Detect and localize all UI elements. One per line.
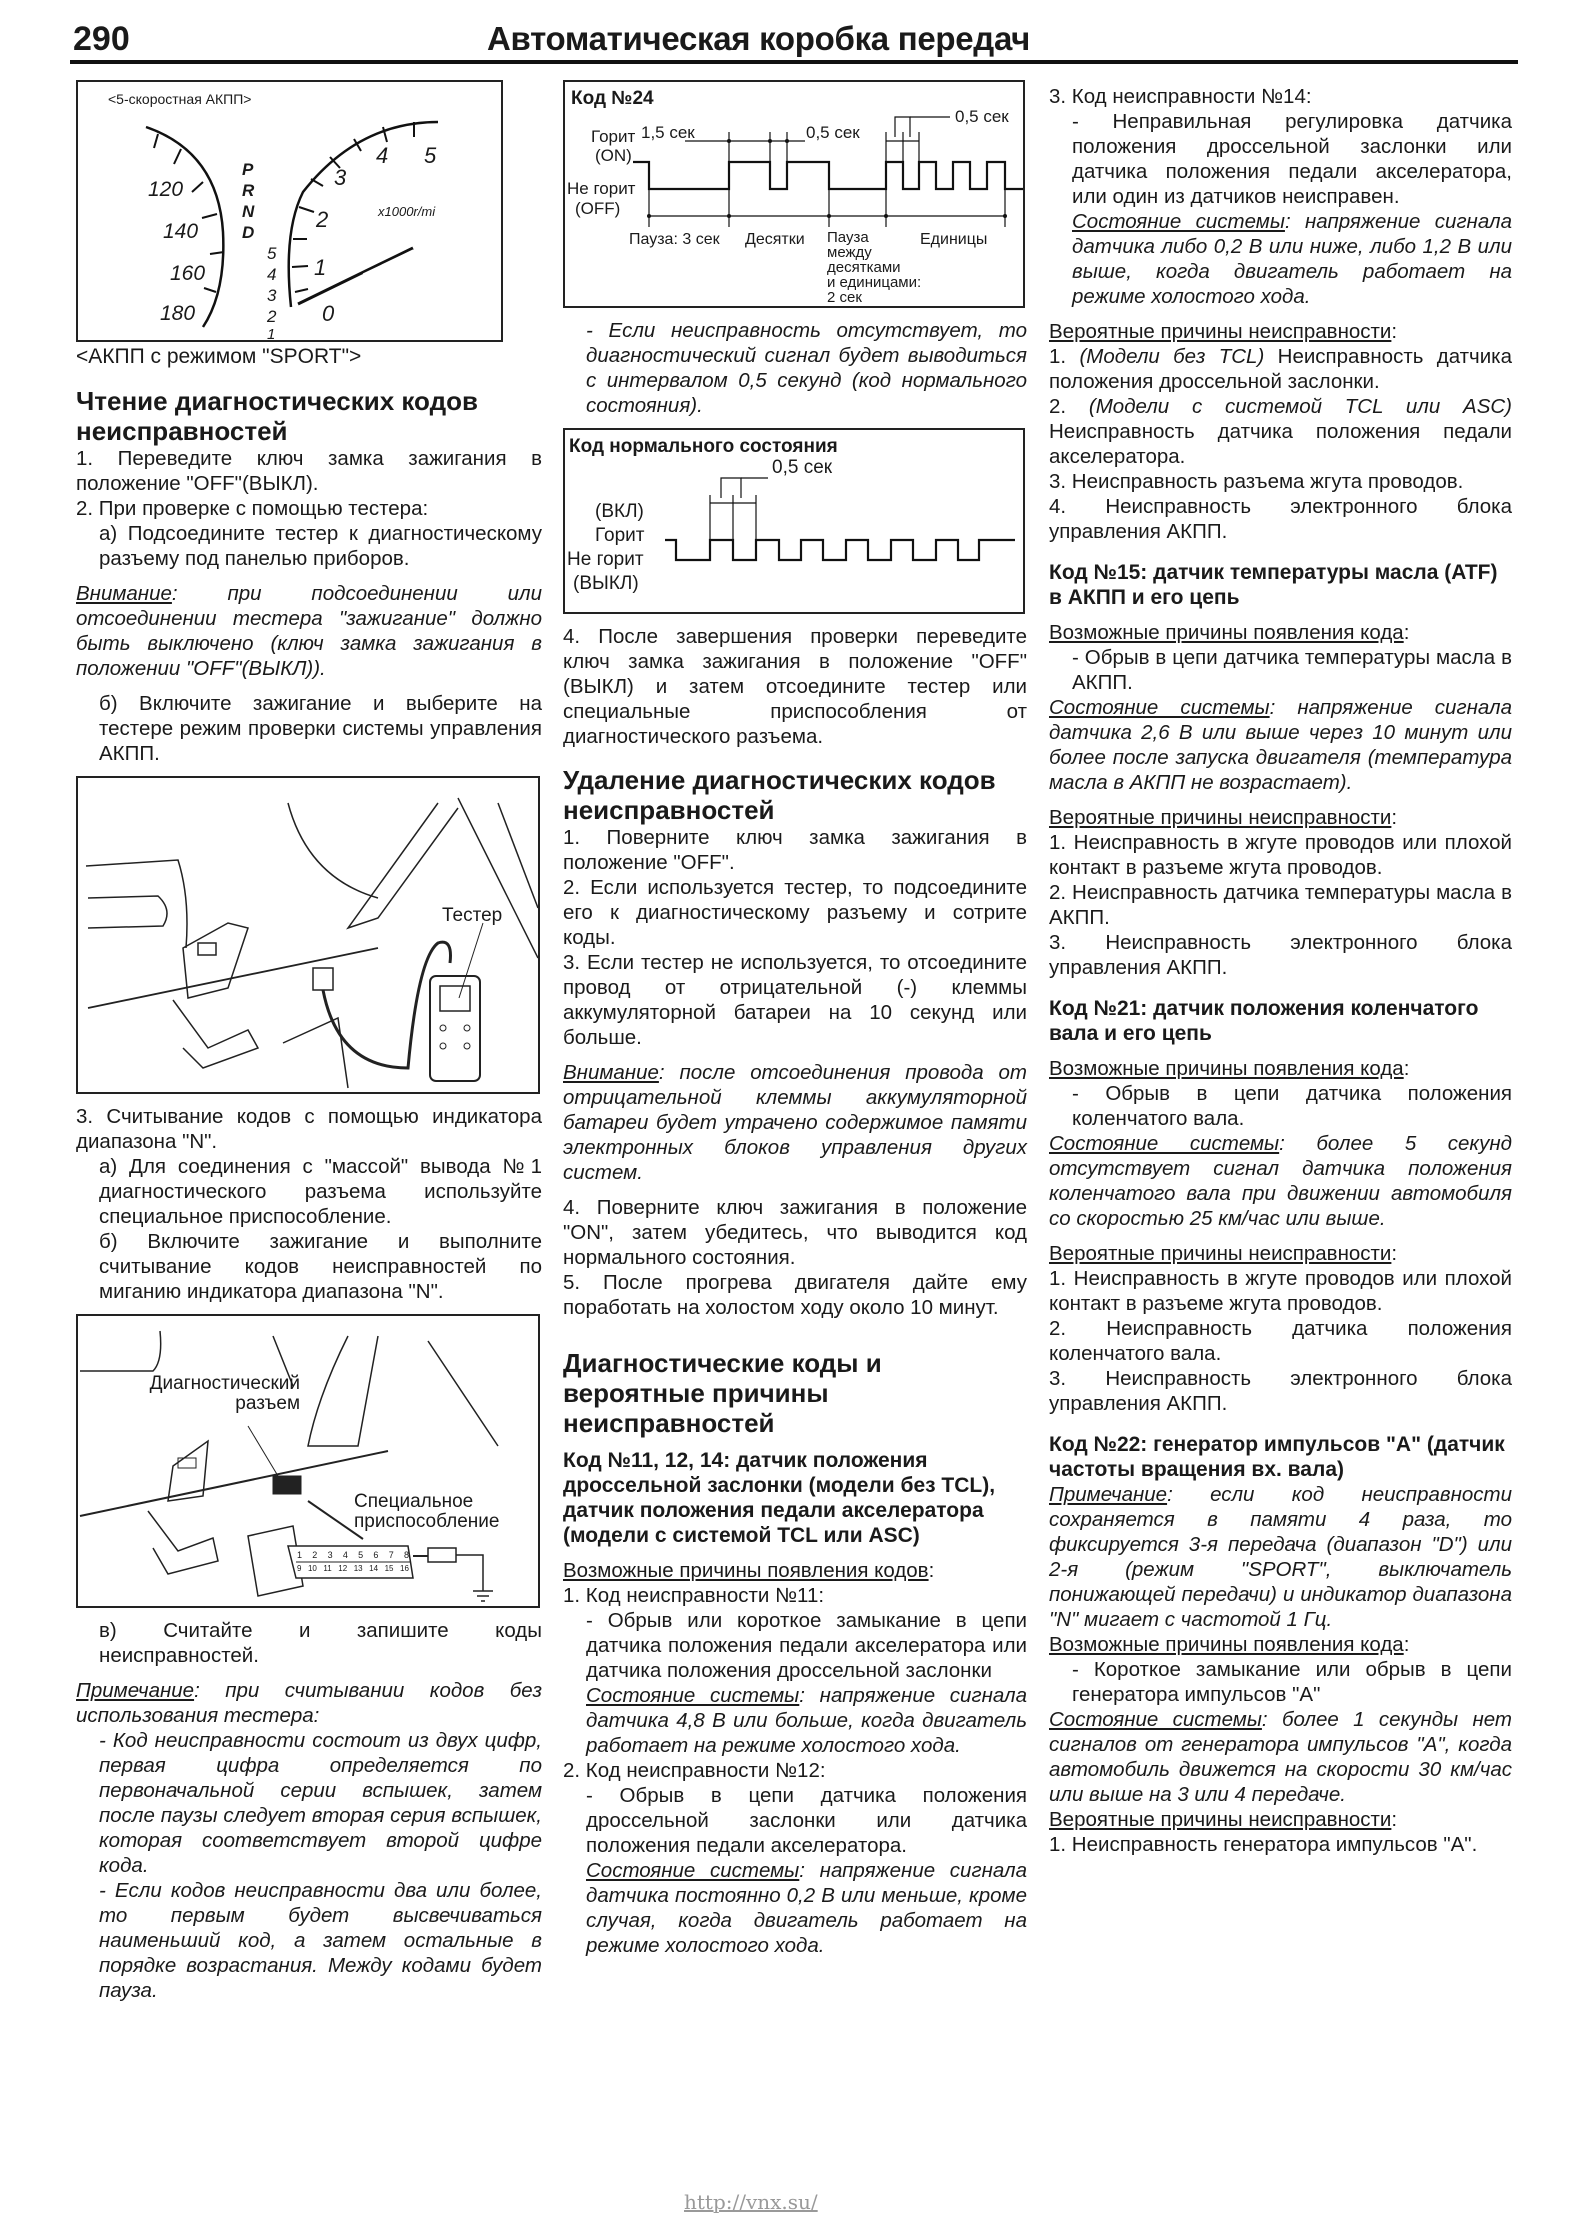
possible-causes-codes: Возможные причины появления кодов: [563,1559,935,1582]
possible-causes-15: Возможные причины появления кода: [1049,621,1410,644]
code-12-state [563,1858,1027,1958]
code-11-item: 1. Код неисправности №11: [563,1584,825,1607]
cause-num: 2. [1049,395,1067,418]
gear-number-2: 2 [267,307,277,326]
code-14-cause-1 [1049,344,1512,394]
state-label: Состояние системы [586,1684,800,1707]
gear-letter-r: R [242,181,255,200]
rpm-unit-label: x1000r/mi [378,204,436,219]
connector-pins [297,1548,409,1576]
code-11-12-14-title: Код №11, 12, 14: датчик положения дроссельной заслонки (модели без TCL), датчик положения педали акселератора (модели с системой TCL или ASC) [563,1449,996,1547]
step-2: 2. При проверке с помощью тестера: [76,497,429,520]
code-14-item: 3. Код неисправности №14: [1049,85,1312,108]
probable-label: Вероятные причины неисправности [1049,1242,1392,1265]
figure-dashboard [76,80,503,342]
state-text: : напряжение сигнала датчика либо 0,2 В или ниже, либо 1,2 В или выше, когда двигатель работает на режиме холостого хода. [1072,210,1512,308]
figure-tester [76,776,540,1094]
note-text: : при считывании кодов без использования тестера: [76,1679,542,1727]
step-4: 4. После завершения проверки переведите ключ замка зажигания в положение "OFF" (ВЫКЛ) и затем отсоедините тестер или специальные приспособления от диагностического разъема. [563,625,1027,748]
pin: 2 [312,1550,318,1560]
code24-seg-pause: Пауза: 3 сек [629,231,720,248]
tester-label: Тестер [442,905,503,926]
probable-label: Вероятные причины неисправности [1049,1808,1392,1831]
rpm-tick-3: 3 [334,165,347,190]
code-21-title: Код №21: датчик положения коленчатого вала и его цепь [1049,997,1479,1045]
code-21-state [1049,1131,1512,1231]
erase-step-3: 3. Если тестер не используется, то отсоедините провод от отрицательной (-) клеммы аккумуляторной батареи на 10 секунд или больше. [563,951,1027,1049]
pin: 7 [388,1550,394,1560]
erase-step-2: 2. Если используется тестер, то подсоедините его к диагностическому разъему и сотрите коды. [563,876,1027,949]
probable-label: Вероятные причины неисправности [1049,320,1392,343]
pin: 3 [327,1550,333,1560]
code-15-cause-2: 2. Неисправность датчика температуры масла в АКПП. [1049,881,1512,929]
possible-label: Возможные причины появления кода [1049,621,1404,644]
header-rule [70,60,1518,64]
code-12-desc: - Обрыв в цепи датчика положения дроссельной заслонки или датчика положения педали акселератора. [586,1784,1027,1857]
page-number: 290 [73,20,130,58]
code-22-desc: - Короткое замыкание или обрыв в цепи генератора импульсов "А" [1072,1658,1512,1706]
rpm-tick-0: 0 [322,301,335,326]
cause-text: Неисправность датчика положения педали акселератора. [1049,420,1512,468]
speed-tick-140: 140 [163,220,199,243]
dashboard-top-label: <5-скоростная АКПП> [108,91,252,107]
code24-seg-units: Единицы [920,231,988,248]
figure-code24 [563,80,1025,308]
probable-causes-15: Вероятные причины неисправности: [1049,806,1398,829]
warning-tester [76,581,542,681]
code24-off-label-1: Не горит [567,179,636,198]
footer-url[interactable]: http://vnx.su/ [684,2190,818,2214]
gear-number-4: 4 [267,265,277,284]
code-22-cause-1: 1. Неисправность генератора импульсов "А". [1049,1833,1478,1856]
heading-reading-codes: Чтение диагностических кодов неисправностей [76,386,478,446]
gear-letter-n: N [242,202,255,221]
note-label: Примечание [1049,1483,1168,1506]
dashboard-caption: <АКПП с режимом "SPORT"> [76,345,362,368]
code-15-desc: - Обрыв в цепи датчика температуры масла в АКПП. [1072,646,1512,694]
erase-warning [563,1060,1027,1185]
step-3b: б) Включите зажигание и выполните считывание кодов неисправностей по миганию индикатора диапазона "N". [99,1230,542,1303]
erase-step-5: 5. После прогрева двигателя дайте ему поработать на холостом ходу около 10 минут. [563,1271,1027,1319]
code24-short-interval: 0,5 сек [806,123,860,142]
seg-between-line: и единицами: [827,274,922,291]
warning-text: : при подсоединении или отсоединении тестера "зажигание" должно быть выключено (ключ замка зажигания в положении "OFF"(ВЫКЛ)). [76,582,542,680]
possible-label: Возможные причины появления кода [1049,1057,1404,1080]
code-11-desc: - Обрыв или короткое замыкание в цепи датчика положения педали акселератора или датчика положения дроссельной заслонки [586,1609,1027,1682]
code-14-desc: - Неправильная регулировка датчика положения дроссельной заслонки или датчика положения педали акселератора, или один из датчиков неисправен. [1072,110,1512,208]
step-3a: а) Для соединения с "массой" вывода №1 диагностического разъема используйте специальное приспособление. [99,1155,542,1228]
cause-text: Неисправность датчика положения дроссельной заслонки. [1049,345,1512,393]
code24-seg-tens: Десятки [745,231,805,248]
probable-label: Вероятные причины неисправности [1049,806,1392,829]
erase-warning-label: Внимание [563,1061,659,1084]
probable-causes-21: Вероятные причины неисправности: [1049,1242,1398,1265]
possible-causes-21: Возможные причины появления кода: [1049,1057,1410,1080]
possible-causes-22: Возможные причины появления кода: [1049,1633,1410,1656]
note-label: Примечание [76,1679,195,1702]
erase-step-4: 4. Поверните ключ зажигания в положение "ON", затем убедитесь, что выводится код нормального состояния. [563,1196,1027,1269]
step-2b: б) Включите зажигание и выберите на тестере режим проверки системы управления АКПП. [99,692,542,765]
code-12-item: 2. Код неисправности №12: [563,1759,826,1782]
code-22-state [1049,1707,1512,1807]
gear-number-5: 5 [267,244,277,263]
code-15-state [1049,695,1512,795]
code-21-cause-3: 3. Неисправность электронного блока управления АКПП. [1049,1367,1512,1415]
pin: 1 [297,1550,303,1560]
step-2a: а) Подсоедините тестер к диагностическому разъему под панелью приборов. [99,522,542,570]
page-title: Автоматическая коробка передач [487,20,1031,57]
probable-causes-22: Вероятные причины неисправности: [1049,1808,1398,1831]
pin: 4 [342,1550,348,1560]
note-item-1: - Код неисправности состоит из двух цифр, первая цифра определяется по первоначальной серии вспышек, затем после паузы следует вторая серия вспышек, которая соответствует второй цифре кода. [99,1729,542,1877]
gear-number-1: 1 [267,326,276,343]
column-middle [563,80,1027,1958]
erase-warning-text: : после отсоединения провода от отрицательной клеммы аккумуляторной батареи будет утрачено содержимое памяти электронных блоков управления других систем. [563,1061,1027,1184]
code-14-cause-4: 4. Неисправность электронного блока управления АКПП. [1049,495,1512,543]
code-14-cause-3: 3. Неисправность разъема жгута проводов. [1049,470,1464,493]
code24-title: Код №24 [571,88,654,109]
code24-on-label-1: Горит [591,127,636,146]
pin: 6 [373,1550,379,1560]
gear-number-3: 3 [267,286,277,305]
code-22-note [1049,1482,1512,1632]
pin: 15 [384,1564,394,1573]
speed-tick-120: 120 [148,178,184,201]
gear-letter-d: D [242,223,255,242]
cause-num: 1. [1049,345,1067,368]
state-label: Состояние системы [1049,1132,1280,1155]
code-22-title: Код №22: генератор импульсов "А" (датчик частоты вращения вх. вала) [1049,1433,1505,1481]
erase-step-1: 1. Поверните ключ замка зажигания в положение "OFF". [563,826,1027,874]
seg-between-line: десятками [827,259,901,276]
code-11-state [563,1683,1027,1758]
rpm-tick-5: 5 [424,143,437,168]
seg-between-line: 2 сек [827,289,862,306]
code-21-cause-1: 1. Неисправность в жгуте проводов или плохой контакт в разъеме жгута проводов. [1049,1267,1512,1315]
rpm-tick-4: 4 [376,143,389,168]
state-text: : напряжение сигнала датчика постоянно 0,2 В или меньше, кроме случая, когда двигатель работает на режиме холостого хода. [586,1859,1027,1957]
step-3c: в) Считайте и запишите коды неисправностей. [99,1619,542,1667]
connector-pins-bottom [297,1562,409,1576]
state-text: : напряжение сигнала датчика 2,6 В или выше через 10 минут или более после запуска двигателя (температура масла в АКПП не возрастает). [1049,696,1512,794]
note-item-2: - Если кодов неисправности два или более, то первым будет высвечиваться наименьший код, а затем остальные в порядке возрастания. Между кодами будет пауза. [99,1879,542,2002]
state-label: Состояние системы [1049,1708,1262,1731]
gear-letter-p: P [242,160,254,179]
possible-label: Возможные причины появления кода [1049,1633,1404,1656]
state-label: Состояние системы [1072,210,1285,233]
note-reading [76,1678,542,1728]
speed-tick-160: 160 [170,262,206,285]
step-1: 1. Переведите ключ замка зажигания в положение "OFF"(ВЫКЛ). [76,447,542,495]
warning-label: Внимание [76,582,172,605]
dashboard-drawing [78,82,501,340]
normal-code-interval: 0,5 сек [772,457,833,478]
figure-connector [76,1314,540,1608]
normal-on-label-2: Горит [595,525,645,546]
rpm-tick-2: 2 [316,207,329,232]
rpm-tick-1: 1 [314,255,327,280]
code24-off-label-2: (OFF) [575,199,621,218]
normal-code-title: Код нормального состояния [569,436,838,457]
pin: 16 [400,1564,409,1573]
probable-causes-14: Вероятные причины неисправности: [1049,320,1398,343]
tester-drawing [78,778,538,1092]
code-15-title: Код №15: датчик температуры масла (ATF) в АКПП и его цепь [1049,561,1498,609]
state-label: Состояние системы [1049,696,1270,719]
normal-on-label-1: (ВКЛ) [595,501,644,522]
step-3: 3. Считывание кодов с помощью индикатора диапазона "N". [76,1105,542,1153]
state-text: : более 5 секунд отсутствует сигнал датчика положения коленчатого вала при движении автомобиля со скоростью 25 км/час или выше. [1049,1132,1512,1230]
column-left [76,80,542,2003]
heading-erase-codes: Удаление диагностических кодов неисправностей [563,765,996,825]
figure-normal-code [563,428,1025,614]
normal-off-label-2: (ВЫКЛ) [573,573,639,594]
heading-diagnostic-codes: Диагностические коды и вероятные причины неисправностей [563,1348,882,1438]
code-21-cause-2: 2. Неисправность датчика положения коленчатого вала. [1049,1317,1512,1365]
connector-label: Диагностический разъем [149,1373,300,1414]
code-14-state [1049,209,1512,309]
cause-condition: (Модели без TCL) [1079,345,1265,368]
pin: 12 [338,1564,348,1573]
pin: 5 [358,1550,364,1560]
code24-units-interval: 0,5 сек [955,107,1009,126]
speed-tick-180: 180 [160,302,196,325]
pin: 8 [403,1550,409,1560]
code-15-cause-3: 3. Неисправность электронного блока управления АКПП. [1049,931,1512,979]
pin: 11 [323,1564,332,1573]
normal-off-label-1: Не горит [567,549,644,570]
pin: 10 [307,1564,317,1573]
possible-causes-label: Возможные причины появления кодов [563,1559,929,1582]
code24-seg-between [827,230,921,305]
state-label: Состояние системы [586,1859,800,1882]
code-14-cause-2 [1049,394,1512,469]
seg-between-line: Пауза [827,229,869,246]
special-tool-label: Специальное приспособление [354,1491,500,1532]
pin: 9 [297,1564,302,1573]
code24-long-interval: 1,5 сек [641,123,695,142]
state-text: : напряжение сигнала датчика 4,8 В или больше, когда двигатель работает на режиме холостого хода. [586,1684,1027,1757]
code-21-desc: - Обрыв в цепи датчика положения коленчатого вала. [1072,1082,1512,1130]
pin: 13 [353,1564,363,1573]
connector-pins-top [297,1548,409,1562]
pin: 14 [369,1564,379,1573]
code24-on-label-2: (ON) [595,146,632,165]
code-15-cause-1: 1. Неисправность в жгуте проводов или плохой контакт в разъеме жгута проводов. [1049,831,1512,879]
note-text: : если код неисправности сохраняется в памяти 4 раза, то фиксируется 3-я передача (диапазон "D") или 2-я (режим "SPORT", выключатель понижающей передачи) и индикатор диапазона "N" мигает с частотой 1 Гц. [1049,1483,1512,1631]
column-right [1049,84,1512,1857]
cause-condition: (Модели с системой TCL или ASC) [1088,395,1513,418]
no-fault-note: - Если неисправность отсутствует, то диагностический сигнал будет выводиться с интервалом 0,5 секунд (код нормального состояния). [586,319,1027,417]
seg-between-line: между [827,244,872,261]
state-text: : более 1 секунды нет сигналов от генератора импульсов "А", когда автомобиль движется на скорости 30 км/час или выше на 3 или 4 передаче. [1049,1708,1513,1806]
